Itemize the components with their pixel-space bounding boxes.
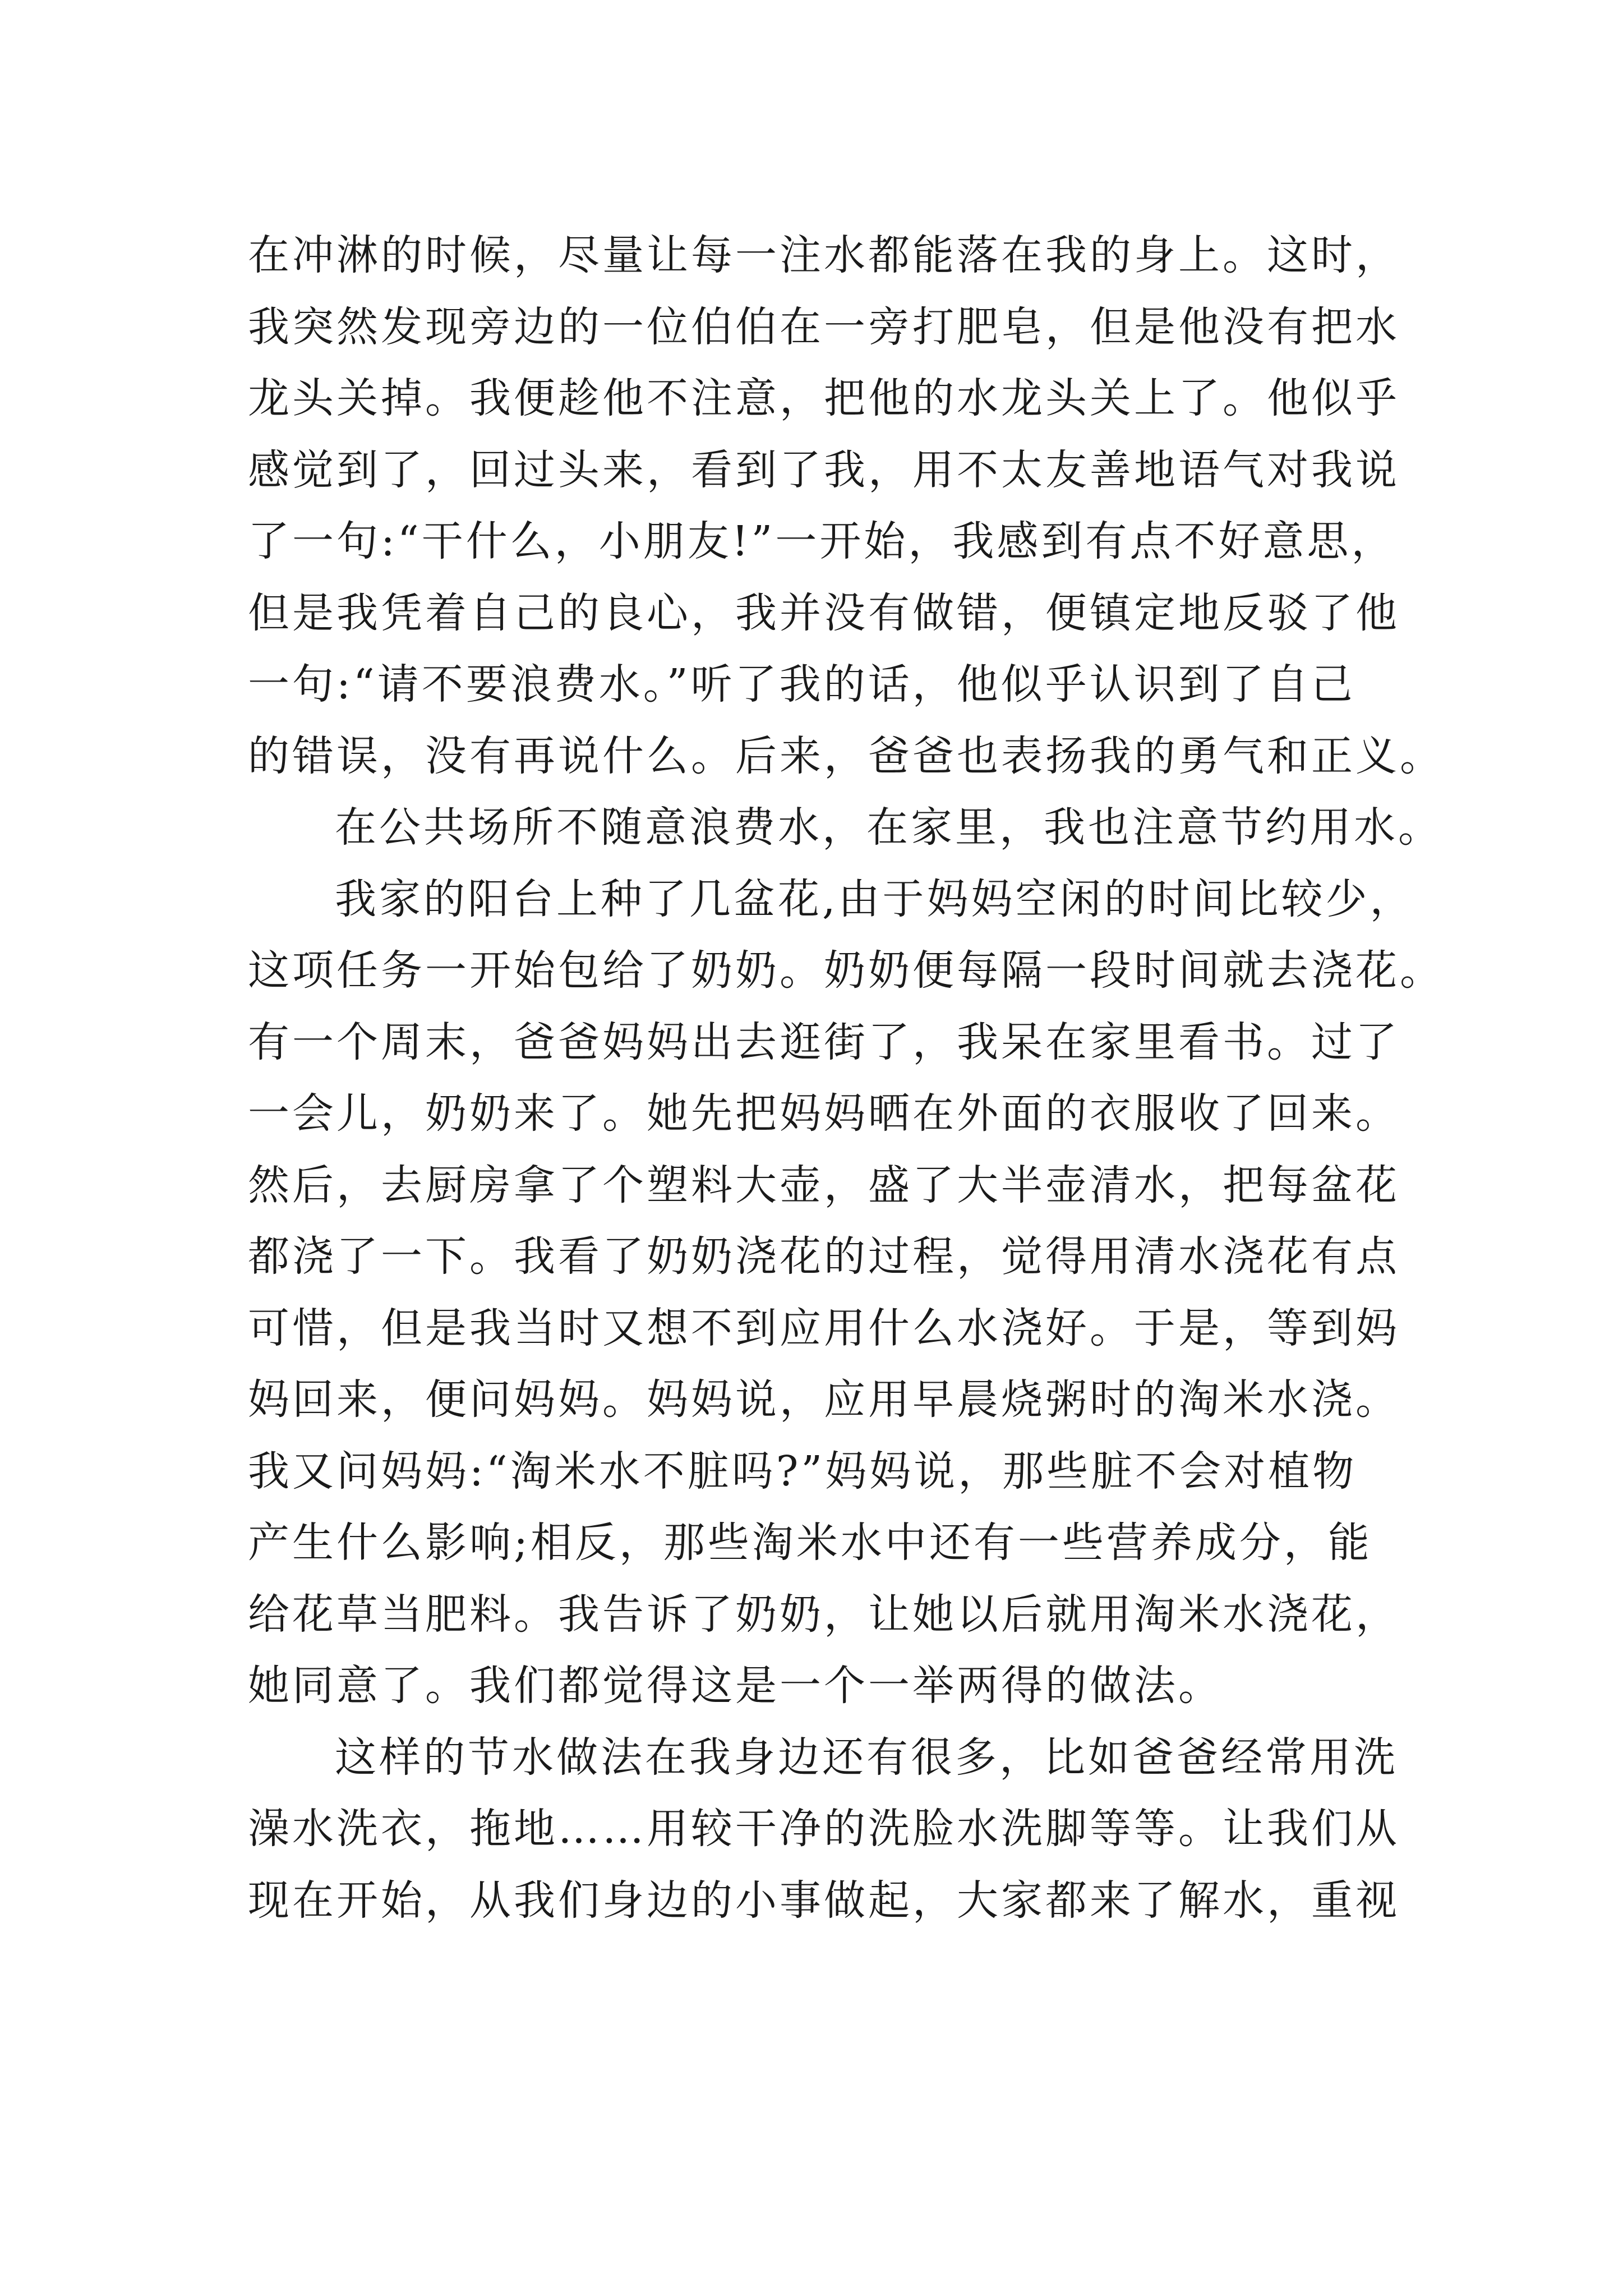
text-line: 一会儿，奶奶来了。她先把妈妈晒在外面的衣服收了回来。 bbox=[248, 1089, 1400, 1138]
text-line: 然后，去厨房拿了个塑料大壶，盛了大半壶清水，把每盆花 bbox=[248, 1161, 1400, 1209]
text-line: 我突然发现旁边的一位伯伯在一旁打肥皂，但是他没有把水 bbox=[248, 302, 1400, 351]
text-line: 了一句:“干什么，小朋友!”一开始，我感到有点不好意思， bbox=[248, 517, 1396, 565]
text-line: 产生什么影响;相反，那些淘米水中还有一些营养成分，能 bbox=[248, 1519, 1372, 1567]
body-text bbox=[248, 220, 1444, 1936]
text-line: 妈回来，便问妈妈。妈妈说，应用早晨烧粥时的淘米水浇。 bbox=[248, 1375, 1400, 1424]
text-line: 她同意了。我们都觉得这是一个一举两得的做法。 bbox=[248, 1662, 1223, 1710]
text-line: 给花草当肥料。我告诉了奶奶，让她以后就用淘米水浇花， bbox=[248, 1590, 1400, 1639]
text-line: 有一个周末，爸爸妈妈出去逛街了，我呆在家里看书。过了 bbox=[248, 1018, 1400, 1066]
paragraph-start-line: 在公共场所不随意浪费水，在家里，我也注意节约用水。 bbox=[335, 803, 1442, 852]
text-line: 澡水洗衣，拖地……用较干净的洗脸水洗脚等等。让我们从 bbox=[248, 1805, 1400, 1853]
text-line: 都浇了一下。我看了奶奶浇花的过程，觉得用清水浇花有点 bbox=[248, 1232, 1400, 1281]
text-line: 感觉到了，回过头来，看到了我，用不太友善地语气对我说 bbox=[248, 445, 1400, 494]
paragraph-start-line: 我家的阳台上种了几盆花,由于妈妈空闲的时间比较少， bbox=[335, 875, 1414, 923]
text-line: 的错误，没有再说什么。后来，爸爸也表扬我的勇气和正义。 bbox=[248, 731, 1444, 780]
text-line: 龙头关掉。我便趁他不注意，把他的水龙头关上了。他似乎 bbox=[248, 374, 1400, 422]
text-line: 一句:“请不要浪费水。”听了我的话，他似乎认识到了自己 bbox=[248, 660, 1355, 708]
text-line: 这项任务一开始包给了奶奶。奶奶便每隔一段时间就去浇花。 bbox=[248, 946, 1444, 995]
paragraph-start-line: 这样的节水做法在我身边还有很多，比如爸爸经常用洗 bbox=[335, 1733, 1398, 1782]
text-line: 我又问妈妈:“淘米水不脏吗?”妈妈说，那些脏不会对植物 bbox=[248, 1447, 1357, 1496]
text-line: 可惜，但是我当时又想不到应用什么水浇好。于是，等到妈 bbox=[248, 1304, 1400, 1352]
text-line: 但是我凭着自己的良心，我并没有做错，便镇定地反驳了他 bbox=[248, 588, 1400, 637]
text-line: 在冲淋的时候，尽量让每一注水都能落在我的身上。这时， bbox=[248, 231, 1400, 279]
text-line: 现在开始，从我们身边的小事做起，大家都来了解水，重视 bbox=[248, 1876, 1400, 1925]
